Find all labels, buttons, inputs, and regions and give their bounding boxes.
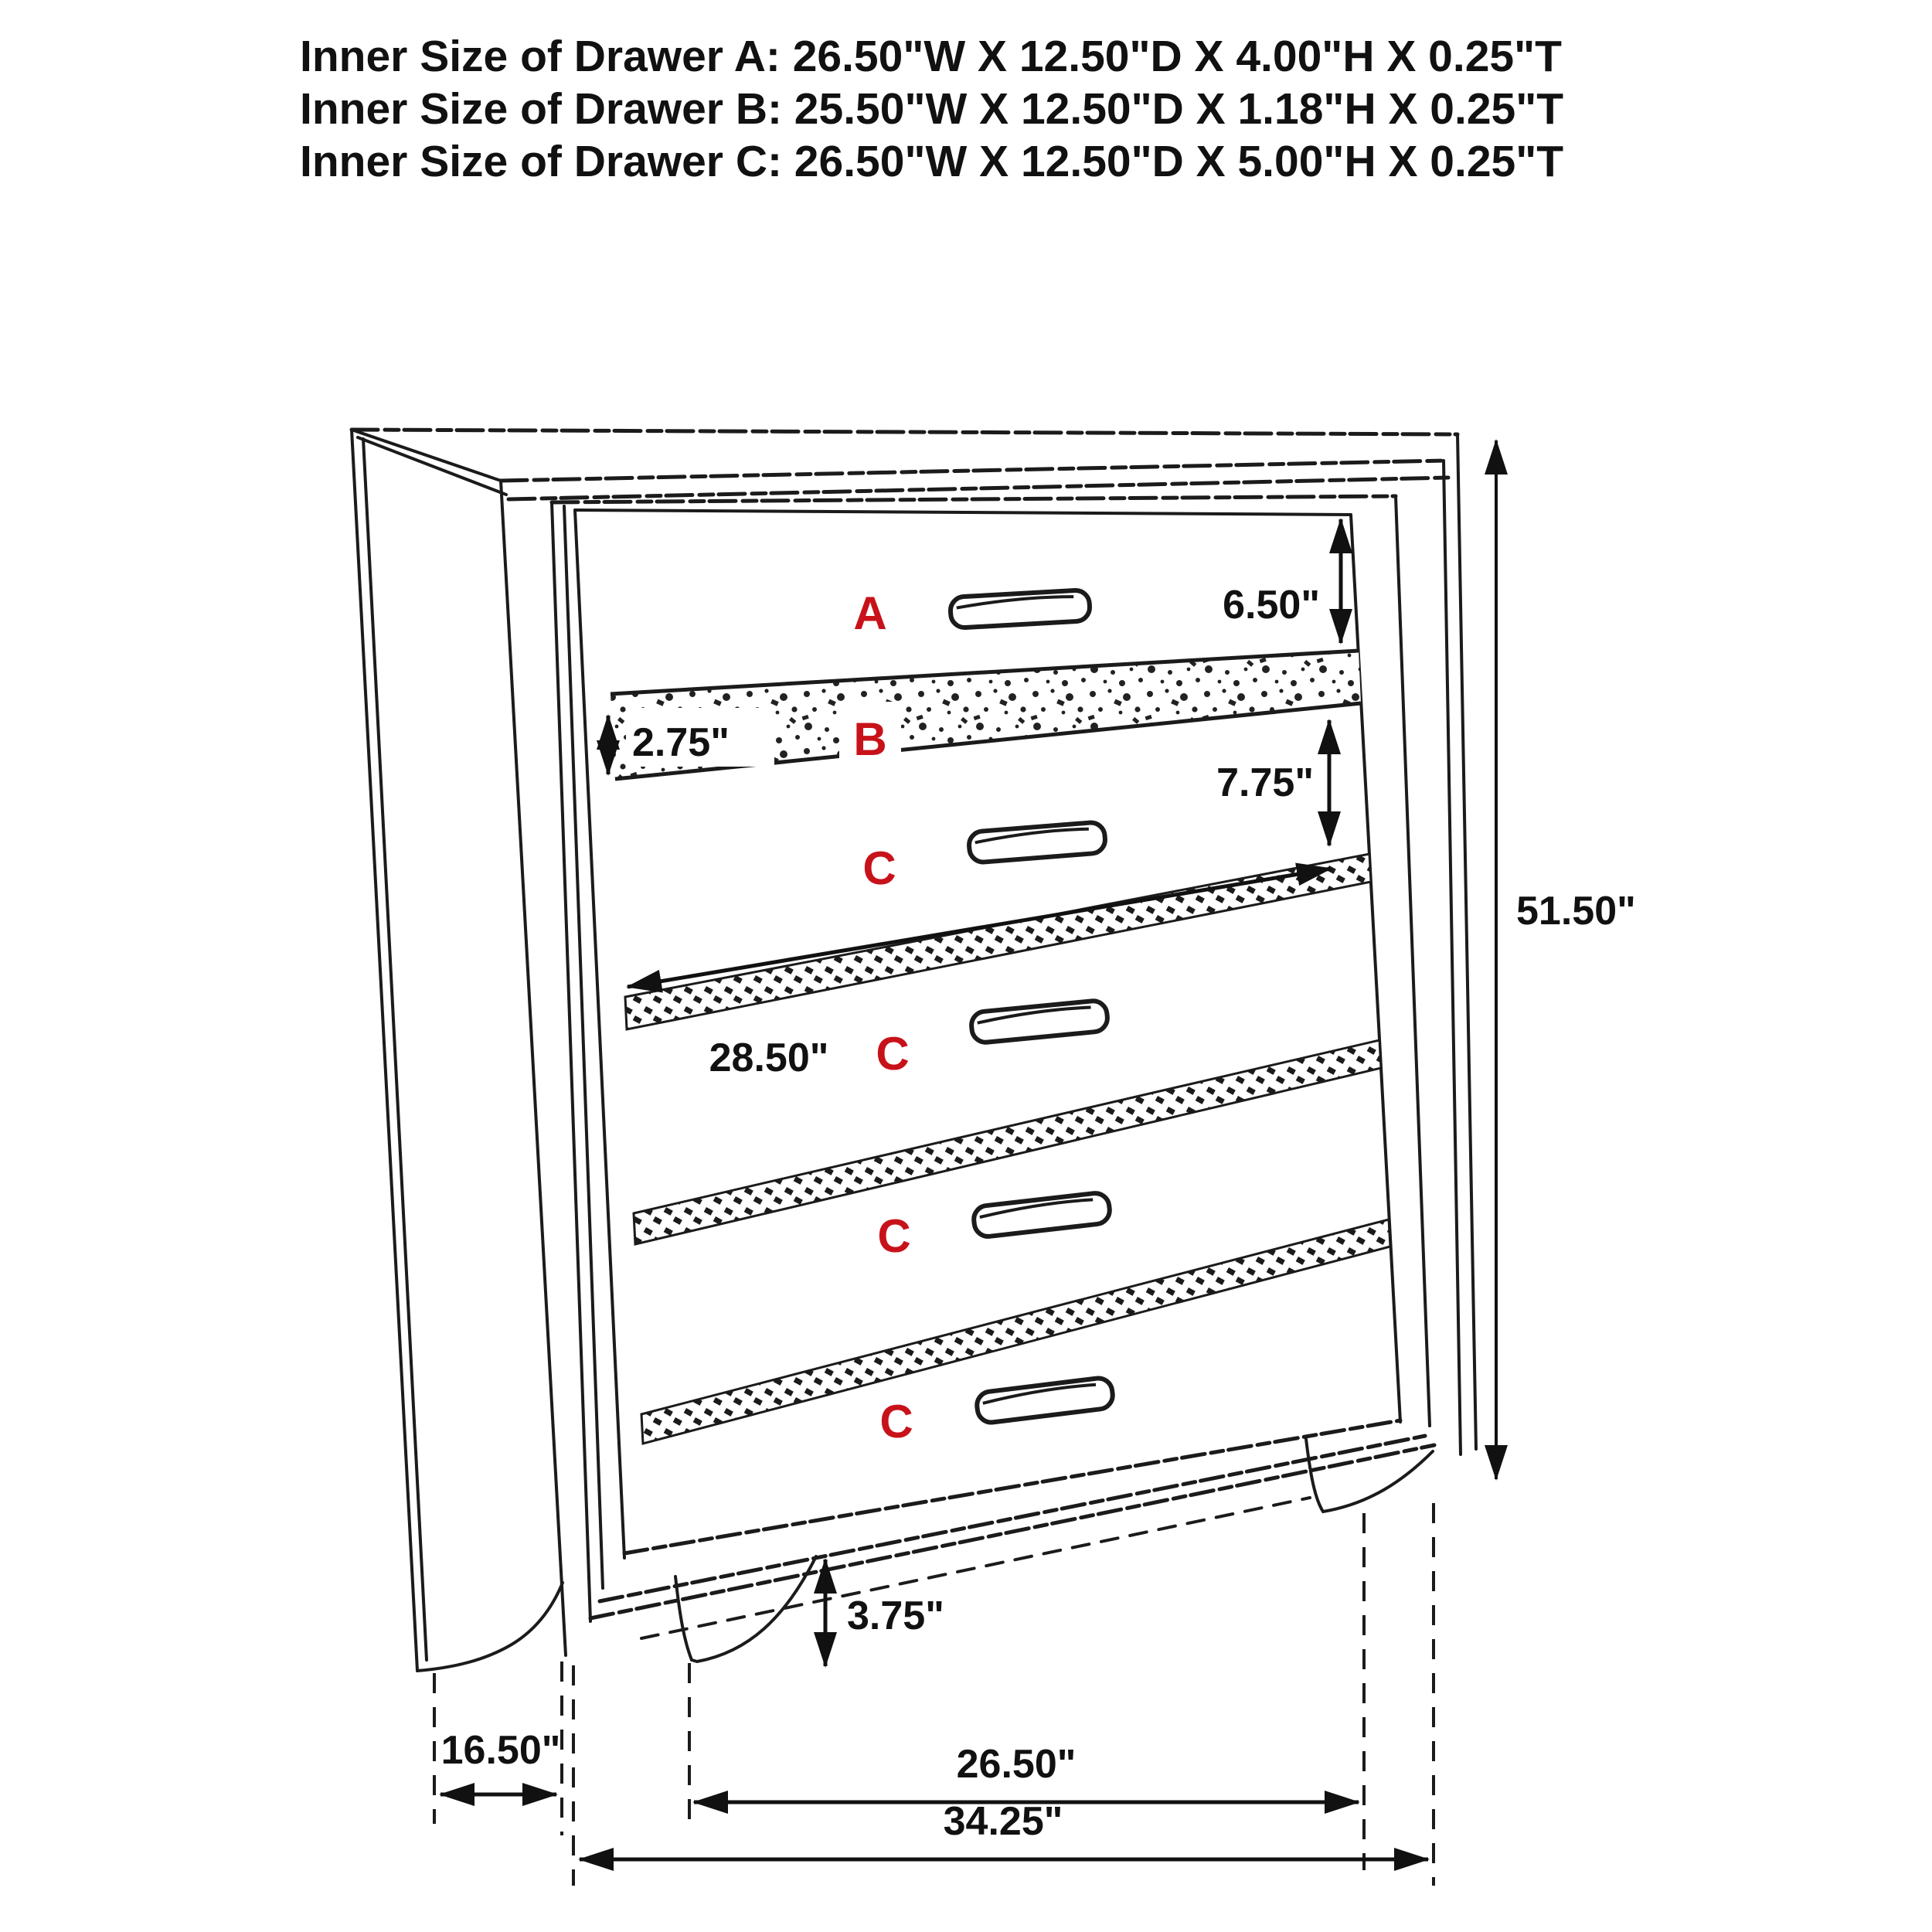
drawer-c4-handle: [975, 1376, 1114, 1423]
dimension-drawer-c-height: [1216, 720, 1329, 845]
drawer-c1-handle: [968, 821, 1107, 863]
dimension-overall-width-value: 34.25": [943, 1799, 1063, 1844]
dimension-overall-width: [580, 1799, 1428, 1859]
drawer-a-label: A: [853, 587, 887, 639]
dimension-drawer-diagonal-width-value: 28.50": [709, 1036, 829, 1080]
header-line-drawer-a: Inner Size of Drawer A: 26.50"W X 12.50"D X 4.00"H X 0.25"T: [300, 32, 1562, 81]
drawer-c3-handle: [972, 1192, 1111, 1238]
dimension-side-depth: [440, 1728, 560, 1794]
header-text-block: [300, 32, 1563, 186]
drawer-c1-label: C: [862, 842, 896, 894]
dimension-foot-height: [825, 1560, 944, 1666]
dimension-drawer-a-height: [1223, 519, 1341, 643]
dimension-strip-b-height-value: 2.75": [632, 720, 730, 765]
dimension-drawer-c-height-value: 7.75": [1216, 760, 1314, 805]
header-line-drawer-b: Inner Size of Drawer B: 25.50"W X 12.50"D X 1.18"H X 0.25"T: [300, 84, 1564, 134]
dimension-drawer-width: [694, 1742, 1359, 1802]
dimension-extension-lines: [434, 1503, 1434, 1886]
dimension-strip-b-height: [608, 708, 774, 774]
hidden-bottom-edge: [641, 1498, 1310, 1638]
right-side-edges: [1351, 434, 1476, 1454]
drawer-c4-label: C: [879, 1396, 913, 1447]
drawer-b-label: B: [853, 713, 887, 765]
dimension-overall-height-value: 51.50": [1516, 889, 1636, 934]
dimension-side-depth-value: 16.50": [440, 1728, 561, 1773]
drawer-separators: [625, 854, 1390, 1444]
left-side-panel: [352, 430, 624, 1671]
dresser-top-lid: [352, 430, 1458, 502]
drawer-c2-handle: [970, 1000, 1108, 1044]
header-line-drawer-c: Inner Size of Drawer C: 26.50"W X 12.50"D X 5.00"H X 0.25"T: [300, 137, 1564, 186]
drawer-c3-label: C: [877, 1210, 911, 1262]
drawer-c2-label: C: [876, 1028, 910, 1080]
rear-left-foot: [417, 1583, 563, 1671]
drawer-a-handle: [950, 590, 1090, 628]
dimension-drawer-width-value: 26.50": [956, 1742, 1077, 1787]
drawer-b-label-group: [839, 702, 901, 767]
dimension-foot-height-value: 3.75": [847, 1594, 944, 1638]
dimension-overall-height: [1496, 440, 1636, 1479]
dimension-drawer-a-height-value: 6.50": [1223, 583, 1320, 628]
